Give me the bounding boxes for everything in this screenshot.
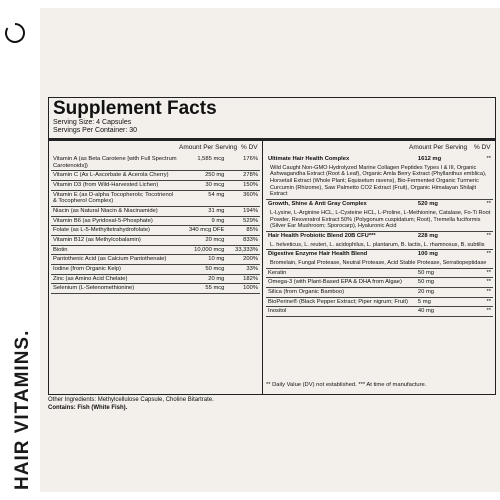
blend-dv: ** [486,156,491,162]
nutrient-amount: 340 mcg DFE [179,226,226,236]
blend-amount: 100 mg [417,251,438,258]
blend-amount: 50 mg [416,268,469,278]
nutrient-amount: 50 mcg [179,264,226,274]
blend-row [266,307,493,317]
other-ingredients: Other Ingredients: Methylcellulose Capsule, Choline Bitartrate. [48,397,214,403]
nutrient-row [51,171,260,181]
facts-title: Supplement Facts [53,98,217,119]
blend-name: Omega-3 (with Plant-Based EPA & DHA from Algae) [266,278,416,288]
nutrient-dv: 100% [226,284,260,294]
blend-ingredients: L. helveticus, L. reuteri, L. acidophilus, L. plantarum, B. lactis, L. rhamnosus, B. subtilis [266,241,493,250]
blend-name: Keratin [266,268,416,278]
blend-name: Ultimate Hair Health Complex [268,156,350,162]
nutrient-row [51,284,260,294]
left-col-amount: Amount Per Serving [179,144,238,151]
nutrient-name: Vitamin C (As L-Ascorbate & Acerola Cherry) [51,171,179,181]
left-col-dv: % DV [241,144,258,151]
blend-dv: ** [486,201,491,208]
nutrient-dv: 85% [226,226,260,236]
nutrient-amount: 20 mg [179,274,226,284]
blend-amount: 520 mg [417,201,438,208]
blend-row [266,287,493,297]
blend-row [266,200,493,209]
supplement-facts-panel [48,97,496,395]
nutrient-amount: 10,000 mcg [179,245,226,255]
left-nutrient-table [51,155,260,294]
right-col-dv: % DV [474,144,491,151]
nutrient-row [51,245,260,255]
blend-name: Hair Health Probiotic Blend 20B CFU*** [268,232,376,239]
nutrient-amount: 20 mcg [179,235,226,245]
nutrient-name: Biotin [51,245,179,255]
blend-name: Growth, Shine & Anti Gray Complex [268,201,367,208]
blend-row [266,250,493,259]
blend-row [266,155,493,164]
nutrient-dv: 182% [226,274,260,284]
nutrient-name: Vitamin D3 (from Wild-Harvested Lichen) [51,180,179,190]
nutrient-row [51,274,260,284]
nutrient-amount: 1,585 mcg [179,155,226,171]
nutrient-amount: 250 mg [179,171,226,181]
servings-per-container: Servings Per Container: 30 [53,127,138,134]
nutrient-dv: 529% [226,216,260,226]
nutrient-amount: 30 mcg [179,180,226,190]
blend-row [266,231,493,240]
nutrient-row [51,190,260,206]
blend-amount: 20 mg [416,287,469,297]
blend-dv: ** [469,297,493,307]
blend-name: Digestive Enzyme Hair Health Blend [268,251,368,258]
nutrient-dv: 33% [226,264,260,274]
blend-row [266,297,493,307]
nutrient-amount: 10 mg [179,255,226,265]
footnote: ** Daily Value (DV) not established. *** At time of manufacture. [266,382,427,388]
nutrient-dv: 278% [226,171,260,181]
nutrient-amount: 31 mg [179,206,226,216]
nutrient-row [51,180,260,190]
blend-name: BioPerine® (Black Pepper Extract; Piper nigrum; Fruit) [266,297,416,307]
nutrient-dv: 200% [226,255,260,265]
blend-amount: 50 mg [416,278,469,288]
blend-name: Inositol [266,307,416,317]
blend-row [266,268,493,278]
blend-desc-row [266,209,493,232]
nutrient-row [51,155,260,171]
nutrient-amount: 55 mcg [179,284,226,294]
blend-ingredients: L-Lysine, L-Arginine HCL, L-Cysteine HCL, L-Proline, L-Methionine, Catalase, Fo-Ti Root Powder, Resveratrol Extract 50% (Polygonum cuspidatum; Root), Tremella fuciformis (Silver Ear Mushroom; Sporocarp), Hyaluronic Acid [266,209,493,232]
nutrient-dv: 176% [226,155,260,171]
blend-dv: ** [469,307,493,317]
nutrient-row [51,216,260,226]
nutrient-name: Vitamin B12 (as Methylcobalamin) [51,235,179,245]
nutrient-dv: 194% [226,206,260,216]
nutrient-dv: 33,333% [226,245,260,255]
nutrient-amount: 54 mg [179,190,226,206]
contains-allergen: Contains: Fish (White Fish). [48,405,128,411]
nutrient-name: Vitamin B6 (as Pyridoxal-5-Phosphate) [51,216,179,226]
nutrient-name: Pantothenic Acid (as Calcium Pantothenate) [51,255,179,265]
nutrient-name: Niacin (as Natural Niacin & Niacinamide) [51,206,179,216]
column-divider [262,140,263,394]
nutrient-dv: 150% [226,180,260,190]
nutrient-name: Selenium (L-Selenomethionine) [51,284,179,294]
nutrient-amount: 9 mg [179,216,226,226]
nutrient-name: Folate (as L-5-Methyltetrahydrofolate) [51,226,179,236]
brand-vertical-text: HAIR VITAMINS. [12,329,33,490]
nutrient-row [51,264,260,274]
blend-dv: ** [486,232,491,239]
nutrient-row [51,255,260,265]
blend-dv: ** [469,278,493,288]
side-strip [0,0,40,500]
blend-amount: 228 mg [417,232,438,239]
blend-dv: ** [486,251,491,258]
blend-ingredients: Bromelain, Fungal Protease, Neutral Protease, Acid Stable Protease, Serratiopeptidase [266,259,493,268]
blend-desc-row [266,164,493,200]
serving-size: Serving Size: 4 Capsules [53,119,132,126]
nutrient-row [51,206,260,216]
blend-row [266,278,493,288]
nutrient-dv: 360% [226,190,260,206]
nutrient-dv: 833% [226,235,260,245]
blend-amount: 5 mg [416,297,469,307]
blend-name: Silica (from Organic Bamboo) [266,287,416,297]
header-rule [49,138,495,141]
nutrient-row [51,226,260,236]
blend-amount: 1612 mg [417,156,442,162]
brand-logo-icon [4,22,26,44]
blend-desc-row [266,241,493,250]
nutrient-name: Vitamin A (as Beta Carotene [with Full Spectrum Carotenoids]) [51,155,179,171]
right-col-amount: Amount Per Serving [409,144,468,151]
blend-desc-row [266,259,493,268]
nutrient-row [51,235,260,245]
right-nutrient-table [266,155,493,317]
blend-dv: ** [469,268,493,278]
nutrient-name: Iodine (from Organic Kelp) [51,264,179,274]
nutrient-name: Vitamin E (as D-alpha Tocopherols; Tocotrienol & Tocopherol Complex) [51,190,179,206]
nutrient-name: Zinc (as Amino Acid Chelate) [51,274,179,284]
blend-ingredients: Wild Caught Non-GMO Hydrolyzed Marine Collagen Peptides Types I & III, Organic Ashwagandha Extract (Root & Leaf), Organic Amla Berry Extract (Phyllanthus emblica), Horsetail Extract (Whole Plant; Equisetum ravens), Bio-Fermented Organic Turmeric Curcumin (Rhizome), Saw Palmetto CO2 Extract (Fruit), Organic Himalayan Shilajit Extract [266,164,493,200]
blend-dv: ** [469,287,493,297]
blend-amount: 40 mg [416,307,469,317]
